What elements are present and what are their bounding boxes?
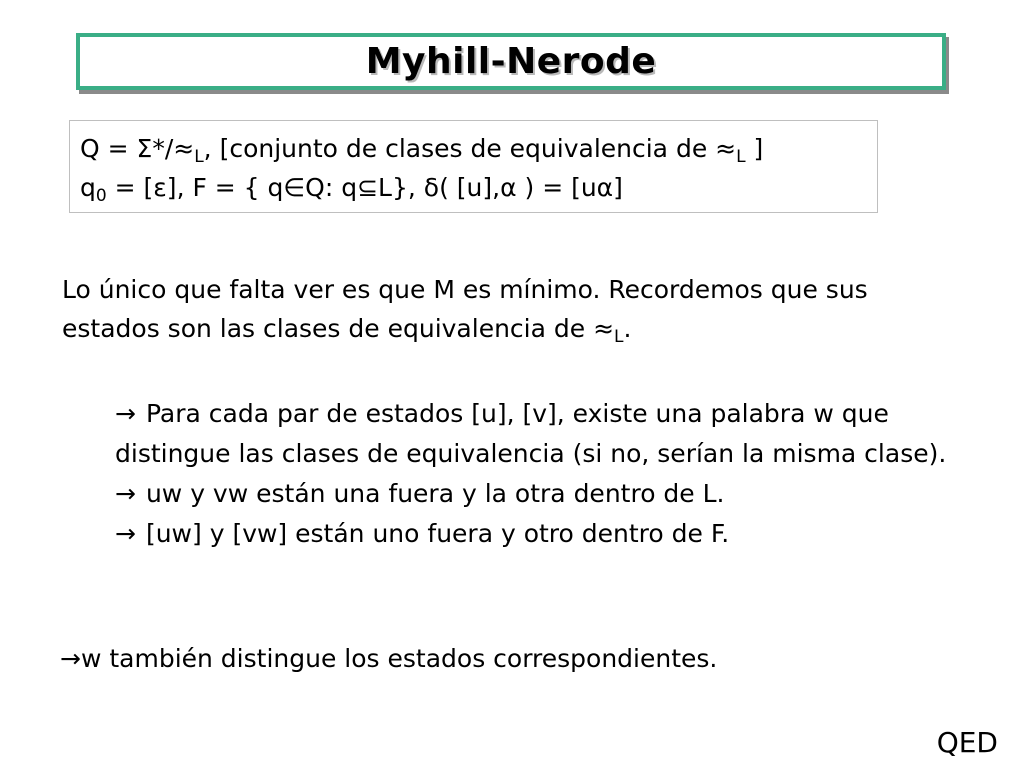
arrow-icon: → [115, 479, 136, 508]
q-description: , [conjunto de clases de equivalencia de ≈ [203, 134, 737, 163]
list-item-text: [uw] y [vw] están uno fuera y otro dentro de F. [145, 519, 730, 548]
conclusion [60, 639, 960, 679]
title-box [76, 33, 946, 90]
slide-title: Myhill-Nerode [365, 41, 657, 82]
arrow-icon: → [115, 399, 136, 428]
q-definition: Q = Σ*/≈ [80, 134, 195, 163]
list-item-text: uw y vw están una fuera y la otra dentro de L. [145, 479, 725, 508]
definition-box [69, 120, 878, 213]
q0-subscript: 0 [95, 186, 107, 206]
q0-f-delta-definitions: = [ε], F = { q∈Q: q⊆L}, δ( [u],α ) = [uα] [106, 173, 623, 202]
intro-paragraph [62, 270, 962, 357]
list-item-text: Para cada par de estados [u], [v], existe una palabra w que distingue las clases de equivalencia (si no, serían la misma clase). [115, 399, 947, 468]
list-item [115, 514, 975, 554]
argument-list [115, 394, 975, 554]
intro-text: Lo único que falta ver es que M es mínimo. Recordemos que sus estados son las clases de equivalencia de ≈ [62, 275, 868, 343]
definition-line-1 [80, 129, 877, 168]
definition-line-2 [80, 168, 877, 207]
conclusion-text: w también distingue los estados correspondientes. [80, 644, 718, 673]
qed-label: QED [936, 726, 998, 759]
q-description-end: ] [745, 134, 764, 163]
intro-subscript: L [614, 327, 624, 347]
arrow-icon: → [115, 519, 136, 548]
q-description-subscript: L [736, 147, 746, 167]
q0-head: q [80, 173, 96, 202]
intro-end: . [623, 314, 632, 343]
list-item [115, 394, 975, 474]
list-item [115, 474, 975, 514]
q-subscript: L [194, 147, 204, 167]
arrow-icon: → [60, 644, 81, 673]
